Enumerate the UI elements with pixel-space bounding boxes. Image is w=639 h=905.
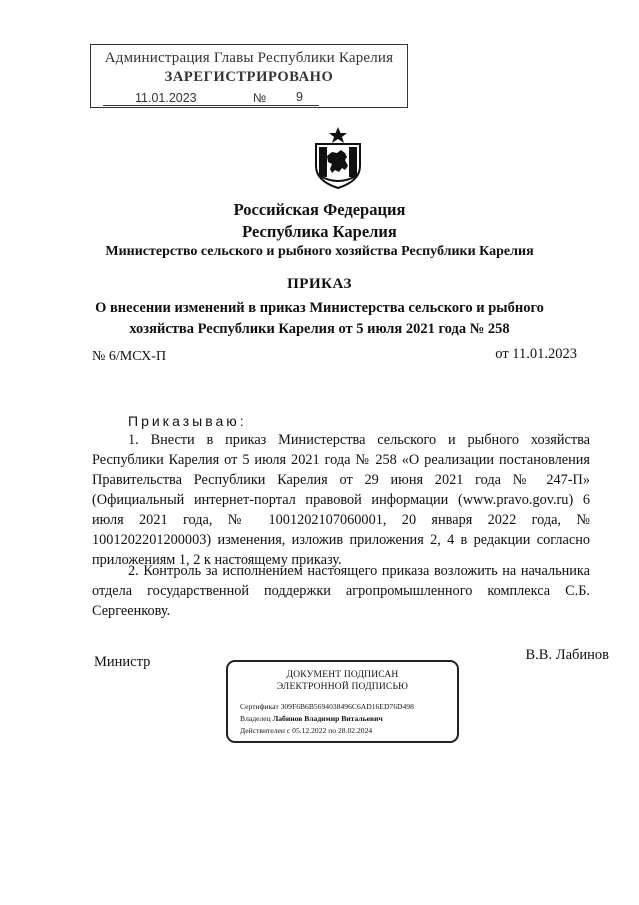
order-intro: Приказываю: (128, 413, 247, 429)
republic-title: Республика Карелия (242, 222, 397, 241)
karelia-coat-of-arms-icon (310, 126, 366, 190)
stamp-organization: Администрация Главы Республики Карелия (104, 50, 394, 66)
validity-from: 05.12.2022 (292, 726, 327, 735)
stamp-number-sign: № (253, 91, 267, 105)
signatory-name: В.В. Лабинов (525, 647, 609, 663)
certificate-label: Сертификат (240, 702, 279, 711)
owner-row (240, 714, 383, 723)
stamp-underline (103, 105, 319, 106)
stamp-registered-label: ЗАРЕГИСТРИРОВАНО (164, 69, 334, 85)
paragraph-2-text: 2. Контроль за исполнением настоящего приказа возложить на начальника отдела государственной поддержки агропромышленного комплекса С.Б. Сергеенкову. (92, 563, 590, 619)
signature-box-title-2: ЭЛЕКТРОННОЙ ПОДПИСЬЮ (276, 682, 409, 692)
registration-stamp (90, 44, 408, 108)
ministry-title: Министерство сельского и рыбного хозяйства Республики Карелия (105, 244, 534, 259)
order-number: № 6/МСХ-П (92, 349, 167, 364)
paragraph-2 (92, 561, 590, 621)
document-subject-line-1: О внесении изменений в приказ Министерства сельского и рыбного (95, 300, 544, 316)
country-title: Российская Федерация (233, 200, 406, 219)
signature-box-title-1: ДОКУМЕНТ ПОДПИСАН (286, 670, 399, 680)
certificate-row (240, 702, 414, 711)
owner-value: Лабинов Владимир Витальевич (272, 714, 383, 723)
document-type: ПРИКАЗ (287, 276, 352, 292)
order-date: от 11.01.2023 (495, 346, 577, 362)
owner-label: Владелец (240, 714, 271, 723)
validity-to-label: по (328, 726, 337, 735)
paragraph-1 (92, 430, 590, 570)
electronic-signature-box (226, 660, 459, 743)
validity-label: Действителен с (240, 726, 291, 735)
validity-row (240, 726, 372, 735)
certificate-value: 309F6B6B5694038496C6AD16ED76D498 (280, 702, 414, 711)
paragraph-1-text: 1. Внести в приказ Министерства сельского и рыбного хозяйства Республики Карелия от 5 июля 2021 года № 258 «О реализации постановления Правительства Республики Карелия от 29 июня 2021 года № 247-П» (Официальный интернет-портал правовой информации (www.pravo.gov.ru) 6 июля 2021 года, № 1001202107060001, 20 января 2022 года, № 1001202201200003) изменения, изложив приложения 2, 4 в редакции согласно приложениям 1, 2 к настоящему приказу. (92, 432, 590, 568)
signatory-position: Министр (94, 654, 151, 670)
document-subject-line-2: хозяйства Республики Карелия от 5 июля 2021 года № 258 (129, 321, 510, 337)
stamp-date: 11.01.2023 (135, 91, 197, 105)
stamp-number: 9 (296, 90, 303, 104)
validity-to: 28.02.2024 (338, 726, 373, 735)
